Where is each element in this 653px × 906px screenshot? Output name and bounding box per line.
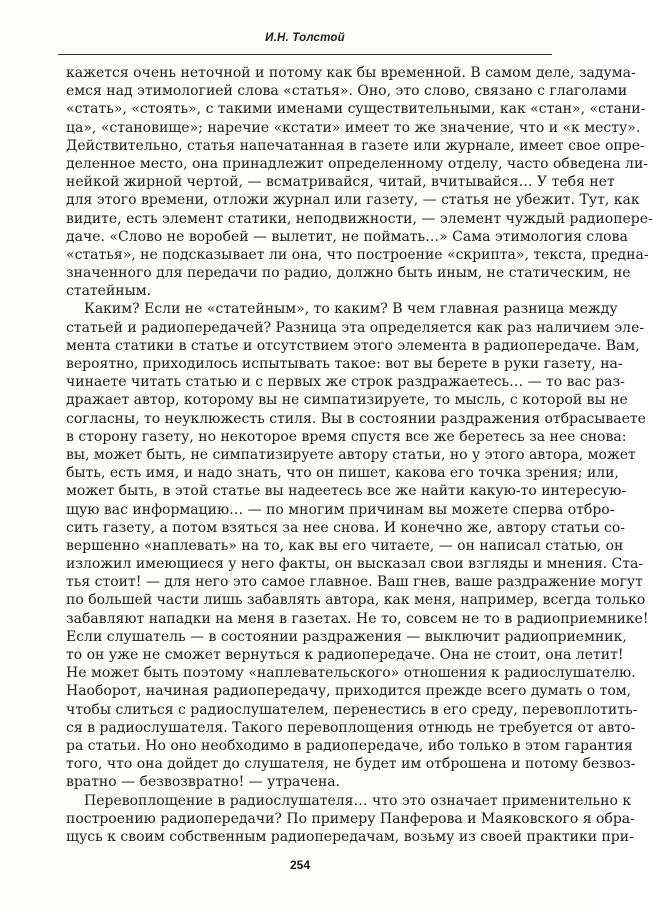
text-line: по большей части лишь забавлять автора, как меня, например, всегда только xyxy=(66,592,646,609)
text-line: кажется очень неточной и потому как бы временной. В самом деле, задума- xyxy=(66,65,636,81)
text-line: Наоборот, начиная радиопередачу, приходится прежде всего думать о том, xyxy=(66,683,632,700)
text-line: статейным. xyxy=(66,283,152,300)
text-line: забавляют нападки на меня в газетах. Не то, совсем не то в радиоприемнике! xyxy=(66,610,649,627)
text-line: «статья», не подсказывает ли она, что построение «скрипта», текста, предна- xyxy=(66,246,649,263)
text-line: вероятно, приходилось испытывать такое: вот вы берете в руки газету, на- xyxy=(66,356,623,372)
text-line: значенного для передачи по радио, должно быть иным, не статическим, не xyxy=(66,265,631,282)
paragraph xyxy=(66,792,635,847)
running-header xyxy=(58,28,552,55)
text-line: щусь к своим собственным радиопередачам, возьму из своей практики при- xyxy=(66,828,634,845)
text-line: Перевоплощение в радиослушателя… что это означает применительно к xyxy=(84,792,632,809)
text-line: вратно — безвозвратно! — утрачена. xyxy=(66,774,341,791)
text-line: тья стоит! — для него это самое главное. Ваш гнев, ваше раздражение могут xyxy=(66,574,643,591)
paragraph xyxy=(66,300,649,791)
text-line: емся над этимологией слова «статья». Оно, это слово, связано с глаголами xyxy=(66,83,628,100)
text-line: ра статьи. Но оно необходимо в радиопередаче, ибо только в этом гарантия xyxy=(66,737,633,754)
text-line: в сторону газету, но некоторое время спустя все же беретесь за нее снова: xyxy=(66,428,627,445)
text-line: щую вас информацию… — по многим причинам вы можете сперва отбро- xyxy=(66,501,615,518)
text-line: мента статики в статье и отсутствием этого элемента в радиопередаче. Вам, xyxy=(66,337,640,354)
text-line: Если слушатель — в состоянии раздражения — выключит радиоприемник, xyxy=(66,628,627,645)
text-line: деленное место, она принадлежит определенному отделу, часто обведена ли- xyxy=(66,155,649,172)
text-line: статьей и радиопередачей? Разница эта определяется как раз наличием эле- xyxy=(66,319,645,336)
text-line: видите, есть элемент статики, неподвижности, — элемент чуждый радиопере- xyxy=(66,210,653,227)
text-line: Не может быть поэтому «наплевательского» отношения к радиослушателю. xyxy=(66,665,636,682)
text-line: то он уже не сможет вернуться к радиопередаче. Она не стоит, она летит! xyxy=(66,647,624,663)
text-line: согласны, то неуклюжесть стиля. Вы в состоянии раздражения отбрасываете xyxy=(66,410,646,427)
header-author: И.Н. Толстой xyxy=(265,32,345,44)
paragraph xyxy=(66,64,653,300)
text-line: нейкой жирной чертой, — всматривайся, читай, вчитывайся… У тебя нет xyxy=(66,174,615,191)
text-line: ся в радиослушателя. Такого перевоплощения отнюдь не требуется от авто- xyxy=(66,719,636,736)
text-line: сить газету, а потом взяться за нее снова. И конечно же, автору статьи со- xyxy=(66,519,626,536)
text-line: вы, может быть, не симпатизируете автору статьи, но у этого автора, может xyxy=(66,446,636,463)
text-line: построению радиопередачи? По примеру Панферова и Маяковского я обра- xyxy=(66,810,635,827)
text-line: быть, есть имя, и надо знать, что он пишет, какова его точка зрения; или, xyxy=(66,465,619,482)
text-line: даче. «Слово не воробей — вылетит, не поймать…» Сама этимология слова xyxy=(66,228,628,245)
text-line: Действительно, статья напечатанная в газете или журнале, имеет свое опре- xyxy=(66,137,645,154)
text-line: «стать», «стоять», с такими именами существительными, как «стан», «стани- xyxy=(66,101,646,118)
text-line: изложил имеющиеся у него факты, он высказал свои взгляды и мнения. Ста- xyxy=(66,556,644,573)
text-line: ца», «становище»; наречие «кстати» имеет то же значение, что и «к месту». xyxy=(66,119,641,136)
text-line: Каким? Если не «статейным», то каким? В чем главная разница между xyxy=(84,301,618,318)
page-number: 254 xyxy=(289,858,311,872)
text-line: может быть, в этой статье вы надеетесь все же найти какую-то интересую- xyxy=(66,483,627,500)
text-line: для этого времени, отложи журнал или газету, — статья не убежит. Тут, как xyxy=(66,192,640,209)
text-line: того, что она дойдет до слушателя, не будет им отброшена и потому безвоз- xyxy=(66,756,636,773)
text-line: чинаете читать статью и с первых же строк раздражаетесь… — то вас раз- xyxy=(66,374,625,391)
body-text xyxy=(66,64,653,846)
text-line: чтобы слиться с радиослушателем, перенестись в его среду, перевоплотить- xyxy=(66,701,638,718)
text-line: вершенно «наплевать» на то, как вы его читаете, — он написал статью, он xyxy=(66,537,624,554)
text-line: дражает автор, которому вы не симпатизируете, то мысль, с которой вы не xyxy=(66,392,628,409)
